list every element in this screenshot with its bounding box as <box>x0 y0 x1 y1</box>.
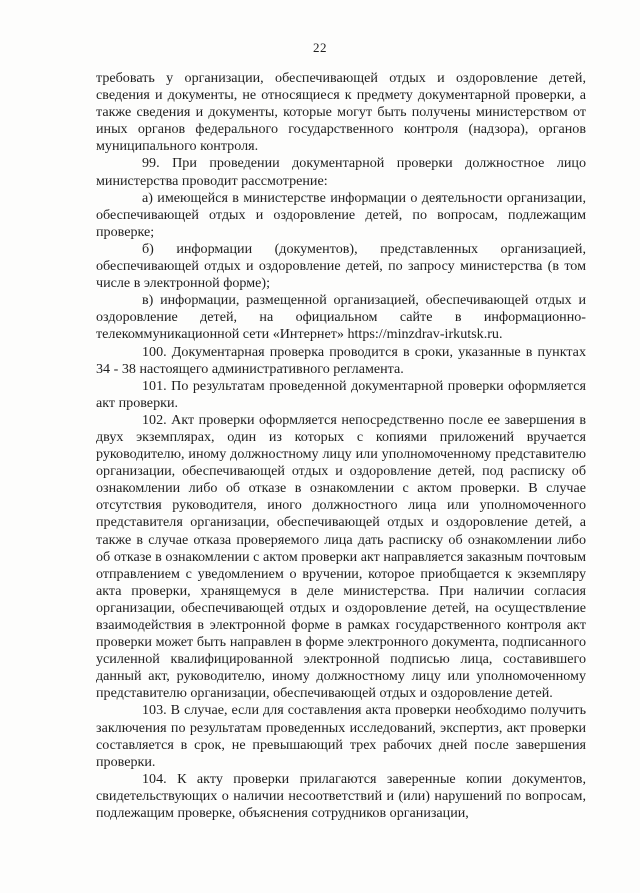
paragraph-99-item-b: б) информации (документов), представленных организацией, обеспечивающей отдых и оздоровление детей, по запросу министерства (в том числе в электронной форме); <box>96 240 586 292</box>
document-body <box>96 70 586 822</box>
paragraph-104: 104. К акту проверки прилагаются заверенные копии документов, свидетельствующих о наличии несоответствий и (или) нарушений по вопросам, подлежащим проверке, объяснения сотрудников организации, <box>96 770 586 822</box>
paragraph-99-item-a: а) имеющейся в министерстве информации о деятельности организации, обеспечивающей отдых и оздоровление детей, по вопросам, подлежащим проверке; <box>96 189 586 240</box>
paragraph-102: 102. Акт проверки оформляется непосредственно после ее завершения в двух экземплярах, один из которых с копиями приложений вручается руководителю, иному должностному лицу или уполномоченному представителю организации, обеспечивающей отдых и оздоровление детей, под расписку об ознакомлении либо об отказе в ознакомлении с актом проверки. В случае отсутствия руководителя, иного должностного лица или уполномоченного представителя организации, обеспечивающей отдых и оздоровление детей, а также в случае отказа проверяемого лица дать расписку об ознакомлении либо об отказе в ознакомлении с актом проверки акт направляется заказным почтовым отправлением с уведомлением о вручении, которое приобщается к экземпляру акта проверки, хранящемуся в деле министерства. При наличии согласия организации, обеспечивающей отдых и оздоровление детей, на осуществление взаимодействия в электронной форме в рамках государственного контроля акт проверки может быть направлен в форме электронного документа, подписанного усиленной квалифицированной электронной подписью лица, составившего данный акт, руководителю, иному должностному лицу или уполномоченному представителю организации, обеспечивающей отдых и оздоровление детей. <box>96 411 586 702</box>
paragraph-continuation: требовать у организации, обеспечивающей отдых и оздоровление детей, сведения и документы, не относящиеся к предмету документарной проверки, а также сведения и документы, которые могут быть получены министерством от иных органов федерального государственного контроля (надзора), органов муниципального контроля. <box>96 70 586 155</box>
paragraph-101: 101. По результатам проведенной документарной проверки оформляется акт проверки. <box>96 377 586 411</box>
paragraph-99-item-c: в) информации, размещенной организацией, обеспечивающей отдых и оздоровление детей, на официальном сайте в информационно-телекоммуникационной сети «Интернет» https://minzdrav-irkutsk.ru. <box>96 292 586 343</box>
paragraph-100: 100. Документарная проверка проводится в сроки, указанные в пунктах 34 - 38 настоящего административного регламента. <box>96 343 586 377</box>
page-number: 22 <box>313 40 327 55</box>
paragraph-99: 99. При проведении документарной проверки должностное лицо министерства проводит рассмотрение: <box>96 155 586 189</box>
paragraph-103: 103. В случае, если для составления акта проверки необходимо получить заключения по результатам проведенных исследований, экспертиз, акт проверки составляется в срок, не превышающий трех рабочих дней после завершения проверки. <box>96 702 586 770</box>
